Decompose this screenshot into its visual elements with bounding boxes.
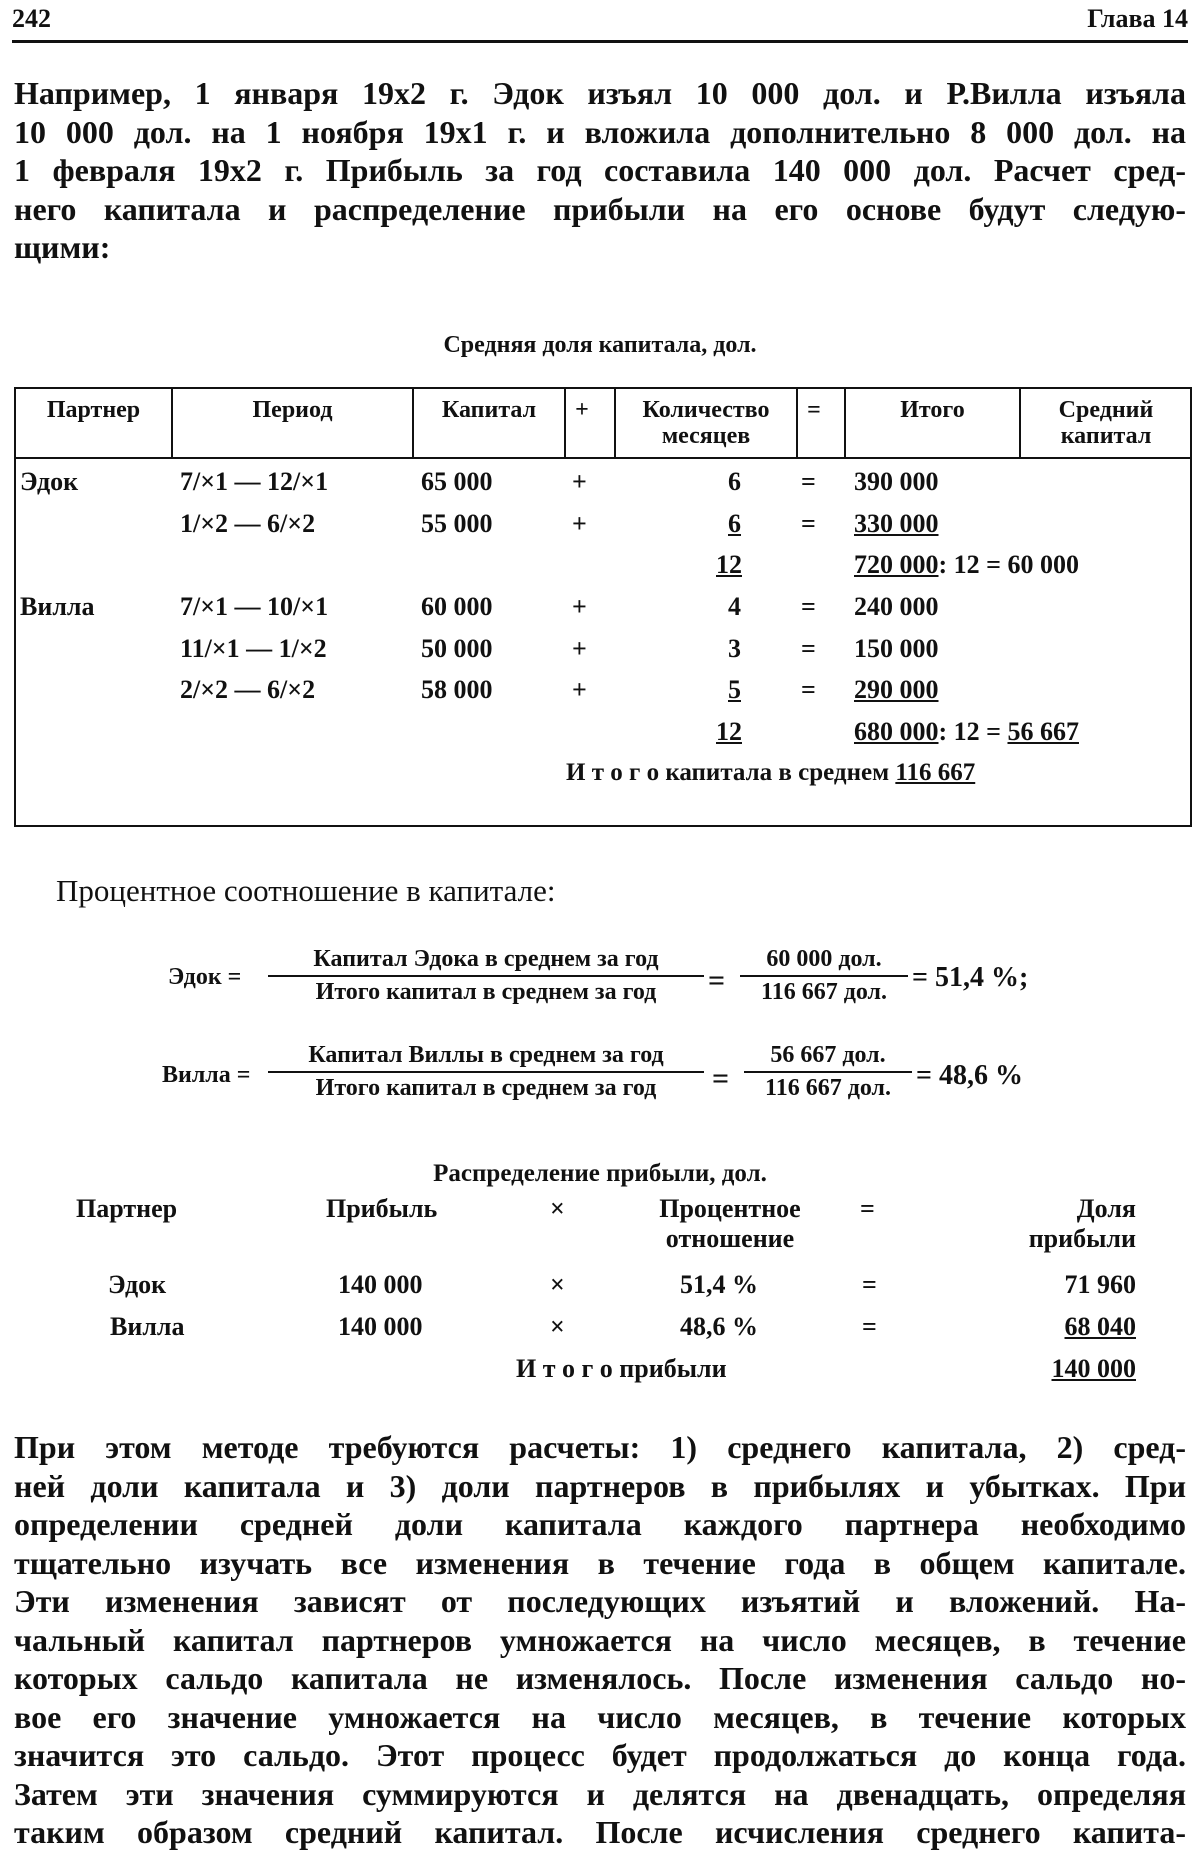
dist-header-share [1000, 1194, 1136, 1254]
formula-denominator: Итого капитал в среднем за год [315, 1075, 657, 1101]
cell-op: + [572, 592, 587, 621]
formula-numerator: 60 000 дол. [740, 946, 908, 977]
formula-numerator: Капитал Эдока в среднем за год [268, 946, 704, 977]
cell-months-sum: 12 [716, 717, 742, 746]
dist-header-percent-l2: отношение [665, 1224, 795, 1253]
formula-numerator: 56 667 дол. [744, 1042, 912, 1073]
cell-total-sum: 680 000 [854, 717, 939, 746]
formula-fraction-values [740, 946, 908, 1006]
formula-edok [0, 946, 1200, 1016]
dist-header-times: × [550, 1194, 565, 1223]
text-line: При этом методе требуются расчеты: 1) среднего капитала, 2) сред- [14, 1429, 1186, 1465]
formula-denominator: 116 667 дол. [761, 979, 887, 1005]
dist-header-share-l2: прибыли [1028, 1224, 1136, 1253]
text-line: которых сальдо капитала не изменялось. После изменения сальдо но- [14, 1660, 1186, 1696]
grand-total-value: 116 667 [895, 759, 976, 786]
grand-total-line [566, 759, 975, 787]
cell-months: 5 [728, 675, 741, 704]
dist-profit: 140 000 [338, 1312, 423, 1341]
text-line: определении средней доли капитала каждого партнера необходимо [14, 1506, 1186, 1542]
text-line: Затем эти значения суммируются и делятся на двенадцать, определяя [14, 1775, 1186, 1812]
cell-op: + [572, 467, 587, 496]
formula-name: Эдок = [168, 964, 242, 990]
dist-partner: Вилла [110, 1312, 185, 1341]
cell-eq: = [801, 675, 816, 704]
text-line: 10 000 дол. на 1 ноября 19х1 г. и вложила дополнительно 8 000 дол. на [14, 113, 1186, 150]
formula-villa [0, 1042, 1200, 1112]
text-line: Эти изменения зависят от последующих изъятий и вложений. На- [14, 1583, 1186, 1619]
cell-period: 2/×2 — 6/×2 [180, 675, 316, 704]
formula-eq: = [708, 964, 726, 997]
formula-denominator: Итого капитал в среднем за год [315, 979, 657, 1005]
header-total: Итого [900, 397, 965, 423]
cell-op: + [572, 509, 587, 538]
capital-table [14, 387, 1192, 827]
header-partner: Партнер [46, 397, 141, 423]
cell-capital: 58 000 [421, 675, 493, 704]
cell-eq: = [801, 509, 816, 538]
formula-fraction-words [268, 946, 704, 1006]
header-capital: Капитал [441, 397, 537, 423]
closing-paragraph [14, 1428, 1186, 1852]
dist-share: 71 960 [1064, 1270, 1136, 1299]
formula-eq: = [712, 1062, 730, 1095]
header-avg-capital: Средний капитал [1058, 397, 1154, 449]
text-line: чальный капитал партнеров умножается на число месяцев, в течение [14, 1621, 1186, 1658]
formula-result: = 51,4 %; [912, 962, 1029, 993]
dist-header-percent-l1: Процентное [659, 1194, 801, 1223]
cell-period: 11/×1 — 1/×2 [180, 634, 327, 663]
grand-total-label: И т о г о капитала в среднем [566, 759, 890, 786]
cell-period: 1/×2 — 6/×2 [180, 509, 316, 538]
text-line: Например, 1 января 19х2 г. Эдок изъял 10 000 дол. и Р.Вилла изъяла [14, 75, 1186, 111]
formula-denominator: 116 667 дол. [765, 1075, 891, 1101]
cell-capital: 55 000 [421, 509, 493, 538]
dist-header-partner: Партнер [76, 1194, 178, 1223]
text-line: Процентное соотношение в капитале: [56, 873, 556, 908]
dist-header-share-l1: Доля [1076, 1194, 1136, 1223]
capital-table-caption: Средняя доля капитала, дол. [443, 332, 757, 358]
formula-fraction-words [268, 1042, 704, 1102]
header-equals: = [807, 397, 821, 423]
dist-header-eq: = [860, 1194, 875, 1223]
formula-name: Вилла = [162, 1062, 251, 1088]
text-line: него капитала и распределение прибыли на его основе будут следую- [14, 190, 1186, 227]
cell-period: 7/×1 — 12/×1 [180, 467, 329, 496]
dist-header-profit: Прибыль [326, 1194, 438, 1223]
dist-share: 68 040 [1064, 1312, 1136, 1341]
percent-heading [56, 872, 956, 911]
cell-total: 330 000 [854, 509, 939, 538]
dist-times: × [550, 1270, 565, 1299]
cell-average: : 12 = 60 000 [938, 550, 1079, 579]
text-line: значится это сальдо. Этот процесс будет продолжаться до конца года. [14, 1737, 1186, 1773]
cell-capital: 65 000 [421, 467, 493, 496]
dist-pct: 51,4 % [680, 1270, 758, 1299]
cell-total: 390 000 [854, 467, 939, 496]
cell-total-sum-line [854, 717, 1079, 747]
cell-total: 290 000 [854, 675, 939, 704]
cell-average-label: : 12 = [938, 717, 1008, 746]
cell-total-sum: 720 000 [854, 550, 939, 579]
cell-total-sum-line [854, 550, 1079, 580]
text-line: ней доли капитала и 3) доли партнеров в прибылях и убытках. При [14, 1467, 1186, 1504]
cell-total: 240 000 [854, 592, 939, 621]
cell-months-sum: 12 [716, 550, 742, 579]
cell-partner: Вилла [20, 592, 95, 621]
header-months: Количество месяцев [642, 397, 770, 449]
cell-months: 6 [728, 467, 741, 496]
text-line: таким образом средний капитал. После исчисления среднего капита- [14, 1814, 1186, 1850]
cell-capital: 60 000 [421, 592, 493, 621]
header-period: Период [252, 397, 333, 423]
formula-fraction-values [744, 1042, 912, 1102]
dist-eq: = [862, 1312, 877, 1341]
cell-eq: = [801, 467, 816, 496]
cell-months: 4 [728, 592, 741, 621]
cell-eq: = [801, 634, 816, 663]
distribution-caption: Распределение прибыли, дол. [433, 1160, 767, 1187]
cell-partner: Эдок [20, 467, 79, 496]
cell-eq: = [801, 592, 816, 621]
dist-profit: 140 000 [338, 1270, 423, 1299]
cell-months: 6 [728, 509, 741, 538]
cell-months: 3 [728, 634, 741, 663]
cell-capital: 50 000 [421, 634, 493, 663]
table-header-row [16, 389, 1190, 459]
running-header [12, 4, 1188, 43]
formula-result: = 48,6 % [916, 1060, 1023, 1091]
text-line: тщательно изучать все изменения в течение года в общем капитале. [14, 1544, 1186, 1581]
page-number: 242 [12, 4, 51, 33]
dist-times: × [550, 1312, 565, 1341]
dist-total-value: 140 000 [1051, 1354, 1136, 1383]
dist-eq: = [862, 1270, 877, 1299]
cell-period: 7/×1 — 10/×1 [180, 592, 329, 621]
header-plus: + [575, 397, 589, 423]
chapter-title: Глава 14 [1087, 4, 1188, 33]
dist-header-percent [640, 1194, 820, 1254]
dist-total-label: И т о г о прибыли [516, 1354, 727, 1383]
intro-paragraph [14, 74, 1186, 267]
cell-total: 150 000 [854, 634, 939, 663]
dist-partner: Эдок [108, 1270, 167, 1299]
text-line: щими: [14, 229, 111, 265]
cell-op: + [572, 675, 587, 704]
dist-pct: 48,6 % [680, 1312, 758, 1341]
text-line: вое его значение умножается на число месяцев, в течение которых [14, 1698, 1186, 1735]
cell-average: 56 667 [1007, 717, 1079, 746]
formula-numerator: Капитал Виллы в среднем за год [268, 1042, 704, 1073]
cell-op: + [572, 634, 587, 663]
text-line: 1 февраля 19х2 г. Прибыль за год составила 140 000 дол. Расчет сред- [14, 152, 1186, 188]
